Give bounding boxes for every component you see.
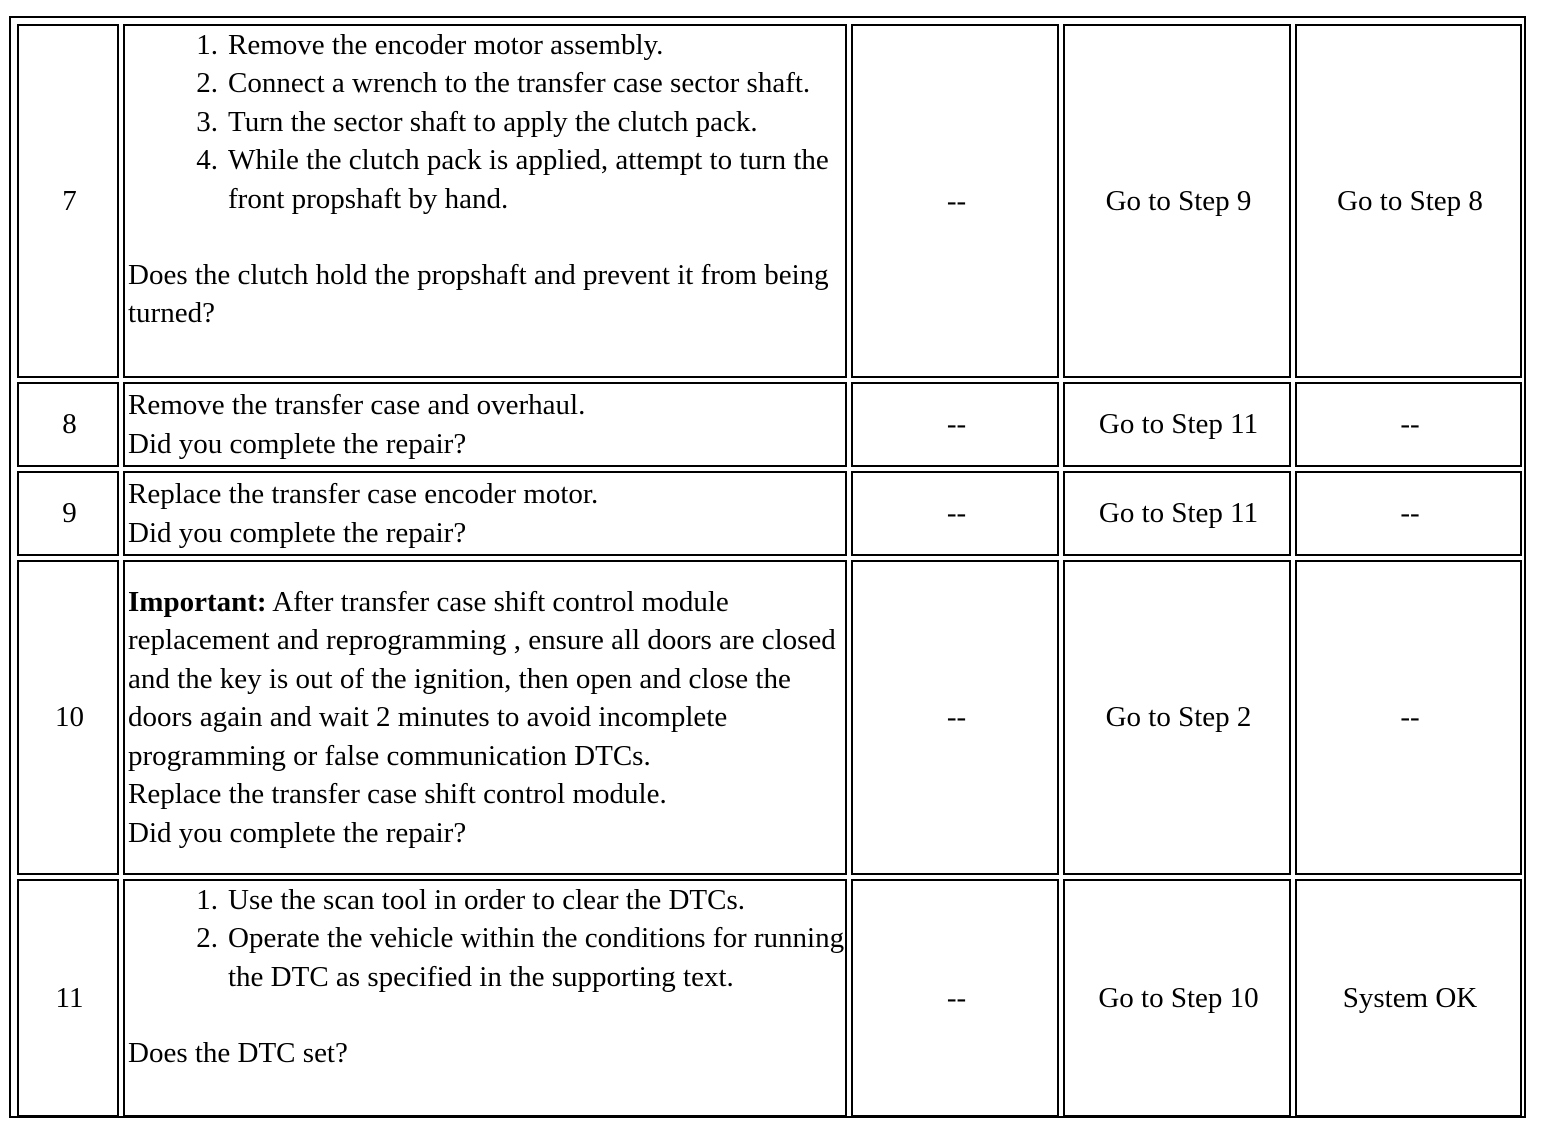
step-question: Does the DTC set? bbox=[128, 1037, 348, 1070]
list-item: 3. Turn the sector shaft to apply the clutch pack. bbox=[196, 105, 758, 138]
table-row bbox=[17, 24, 1522, 378]
step-number: 7 bbox=[17, 24, 119, 378]
yes-action: Go to Step 11 bbox=[1063, 471, 1291, 556]
step-number: 8 bbox=[17, 382, 119, 467]
table-row bbox=[17, 560, 1522, 875]
value-cell: -- bbox=[851, 382, 1059, 467]
list-item: 2. Operate the vehicle within the conditions for running the DTC as specified in the supporting text. bbox=[196, 922, 845, 993]
important-text: After transfer case shift control module replacement and reprogramming , ensure all doors are closed and the key is out of the ignition, then open and close the doors again and wait 2 minutes to avoid incomplete programming or false communication DTCs. bbox=[128, 586, 836, 772]
yes-action: Go to Step 10 bbox=[1063, 879, 1291, 1117]
no-action: Go to Step 8 bbox=[1295, 24, 1522, 378]
step-question: Does the clutch hold the propshaft and prevent it from being turned? bbox=[128, 259, 829, 330]
step-instruction: Replace the transfer case shift control module. bbox=[128, 778, 667, 811]
action-cell bbox=[123, 879, 847, 1117]
value-cell: -- bbox=[851, 560, 1059, 875]
step-instruction: Remove the transfer case and overhaul. bbox=[128, 389, 586, 422]
table-row bbox=[17, 382, 1522, 467]
yes-action: Go to Step 2 bbox=[1063, 560, 1291, 875]
value-cell: -- bbox=[851, 471, 1059, 556]
action-cell bbox=[123, 471, 847, 556]
no-action: System OK bbox=[1295, 879, 1522, 1117]
action-list bbox=[128, 26, 845, 218]
step-number: 9 bbox=[17, 471, 119, 556]
action-cell bbox=[123, 382, 847, 467]
yes-action: Go to Step 9 bbox=[1063, 24, 1291, 378]
step-number: 10 bbox=[17, 560, 119, 875]
yes-action: Go to Step 11 bbox=[1063, 382, 1291, 467]
diagnostic-steps-table bbox=[13, 20, 1526, 1121]
action-cell bbox=[123, 560, 847, 875]
action-list bbox=[128, 881, 845, 996]
step-question: Did you complete the repair? bbox=[128, 816, 467, 849]
step-instruction: Replace the transfer case encoder motor. bbox=[128, 478, 599, 511]
value-cell: -- bbox=[851, 24, 1059, 378]
table-row bbox=[17, 879, 1522, 1117]
no-action: -- bbox=[1295, 471, 1522, 556]
step-number: 11 bbox=[17, 879, 119, 1117]
list-item: 2. Connect a wrench to the transfer case sector shaft. bbox=[196, 67, 811, 100]
step-question: Did you complete the repair? bbox=[128, 516, 467, 549]
list-item: 1. Use the scan tool in order to clear the DTCs. bbox=[196, 884, 746, 916]
important-label: Important: bbox=[128, 586, 267, 619]
table-row bbox=[17, 471, 1522, 556]
no-action: -- bbox=[1295, 560, 1522, 875]
action-cell bbox=[123, 24, 847, 378]
important-note bbox=[128, 586, 836, 772]
no-action: -- bbox=[1295, 382, 1522, 467]
value-cell: -- bbox=[851, 879, 1059, 1117]
step-question: Did you complete the repair? bbox=[128, 427, 467, 460]
diagnostic-table-frame bbox=[9, 16, 1526, 1118]
list-item: 4. While the clutch pack is applied, attempt to turn the front propshaft by hand. bbox=[196, 144, 829, 215]
list-item: 1. Remove the encoder motor assembly. bbox=[196, 29, 664, 61]
